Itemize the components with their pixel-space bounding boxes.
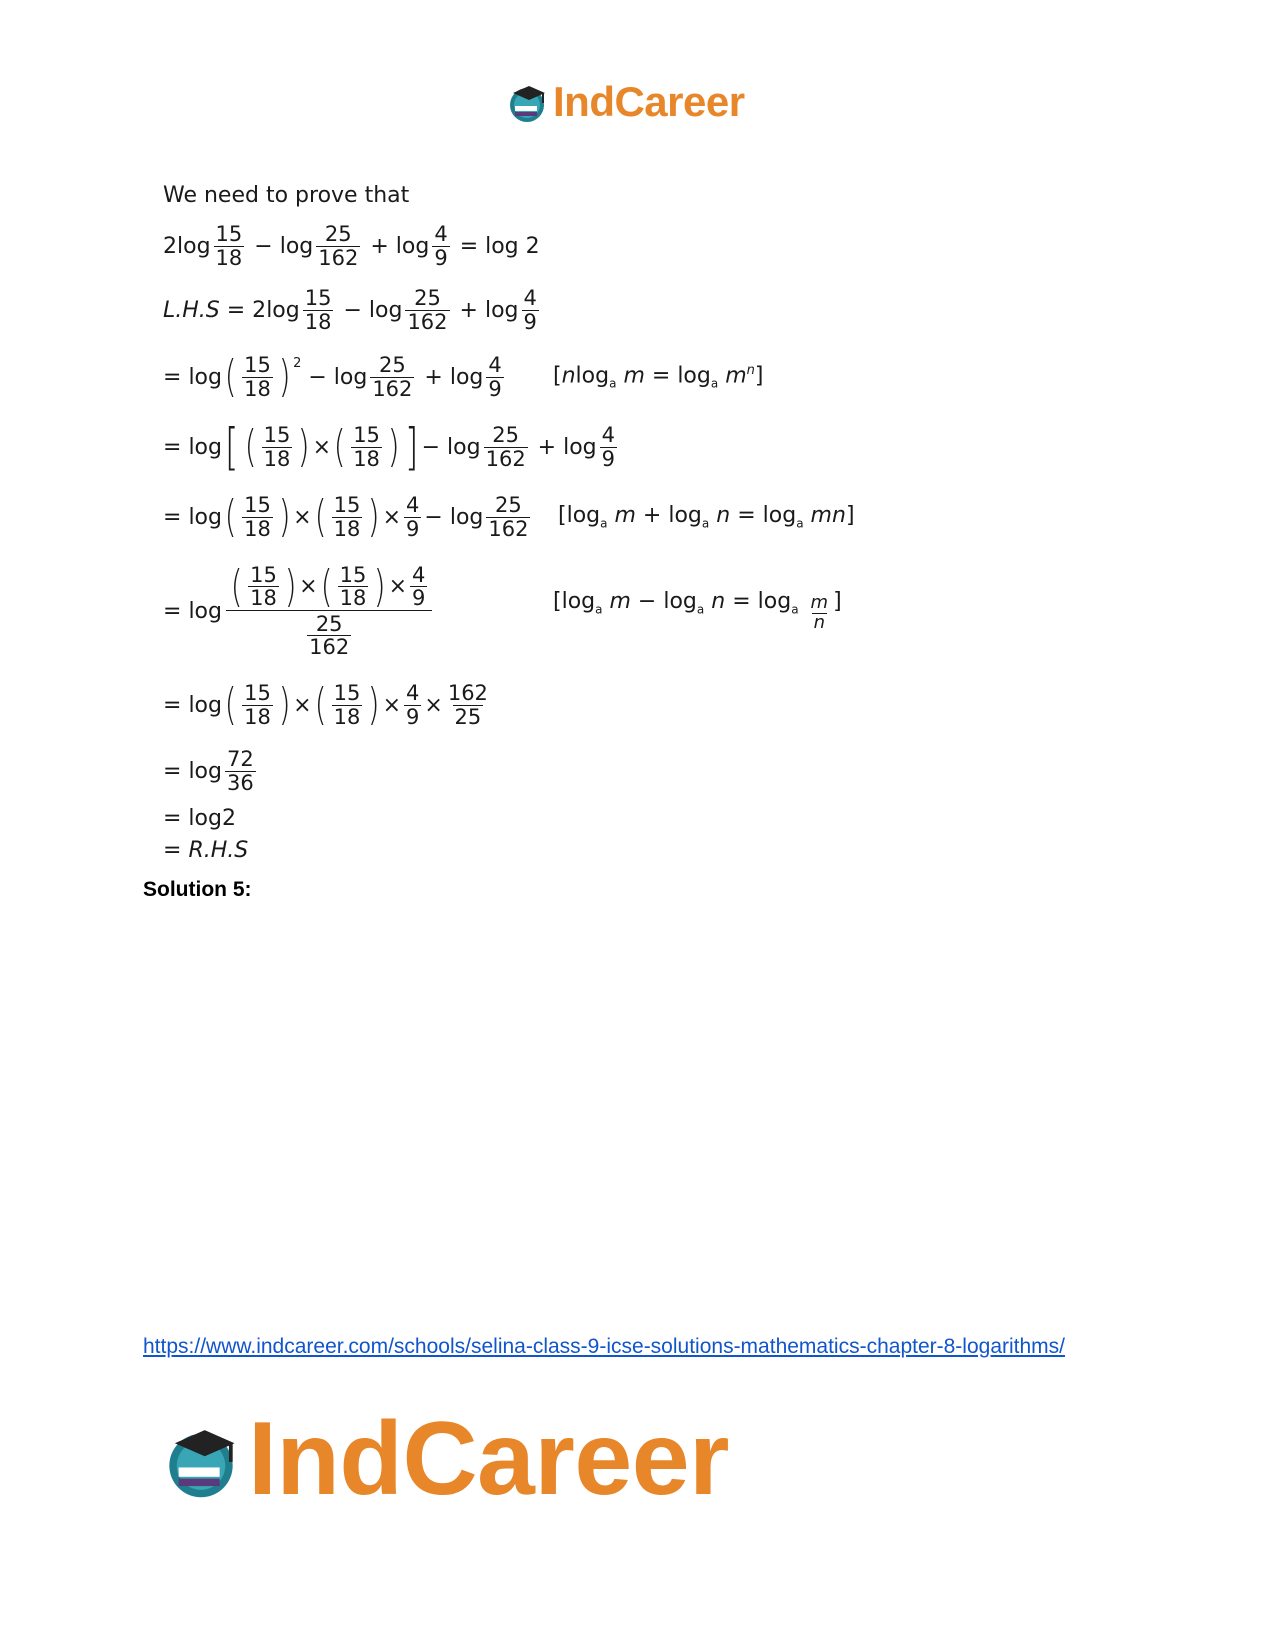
header-logo [505,78,745,126]
rule-hint: [nlog$_a$ $m = \log_a m^n$] [553,363,764,391]
math-row: = R.H.S [163,837,249,863]
rule-hint: [$\log_a$ $m - \log_a n = \log_a$ $\frac{m}{n}$ ] [553,589,842,633]
proof-intro: We need to prove that [163,183,410,208]
logo-text: IndCareer [553,78,745,125]
rule-hint: [$\log_a$ $m + \log_a n = \log_a mn$] [558,503,855,531]
graduation-cap-icon [505,81,549,123]
math-proof [163,183,923,866]
math-row: = log2 [163,805,236,831]
math-row: = log ( $\frac{15}{18}$ ) × ( $\frac{15}{18}$ ) × $\frac{4}{9}$ − log $\frac{25}{162}$ [$\log_a$ $m + \log_a n = \log_a mn$] [163,491,855,542]
source-link[interactable]: https://www.indcareer.com/schools/selina-class-9-icse-solutions-mathematics-chapter-8-logarithms/ [143,1335,1066,1358]
math-row: = log ( $\frac{15}{18}$ ) × ( $\frac{15}{18}$ ) × $\frac{4}{9}$ × $\frac{162}{25}$ [163,679,488,730]
graduation-cap-icon [160,1420,242,1500]
math-row: = log [ ( $\frac{15}{18}$ ) × ( $\frac{15}{18}$ ) ] − log $\frac{25}{162}$ + log $\frac{4}{9}$ [163,418,616,476]
math-row: = log $\frac{72}{36}$ [163,747,254,795]
math-row: = log ( $\frac{15}{18}$ ) × ( $\frac{15}{18}$ ) × $\frac{4}{9}$ $\frac{25}{162}$ [$\log_a$ $m - \log_a n = \log_a$ $\frac{m}{n}$ ] [163,560,842,659]
footer-logo [160,1400,729,1519]
math-row: L.H.S = 2 log $\frac{15}{18}$ − log $\frac{25}{162}$ + log $\frac{4}{9}$ [163,286,537,334]
math-row: 2 log $\frac{15}{18}$ − log $\frac{25}{162}$ + log $\frac{4}{9}$ = log 2 [163,222,540,270]
math-row: = log ( $\frac{15}{18}$ ) $^2$ − log $\frac{25}{162}$ + log $\frac{4}{9}$ [nlog$_a$ $m = \log_a m^n$] [163,351,764,402]
solution-heading: Solution 5: [143,878,252,901]
logo-text: IndCareer [248,1401,730,1517]
